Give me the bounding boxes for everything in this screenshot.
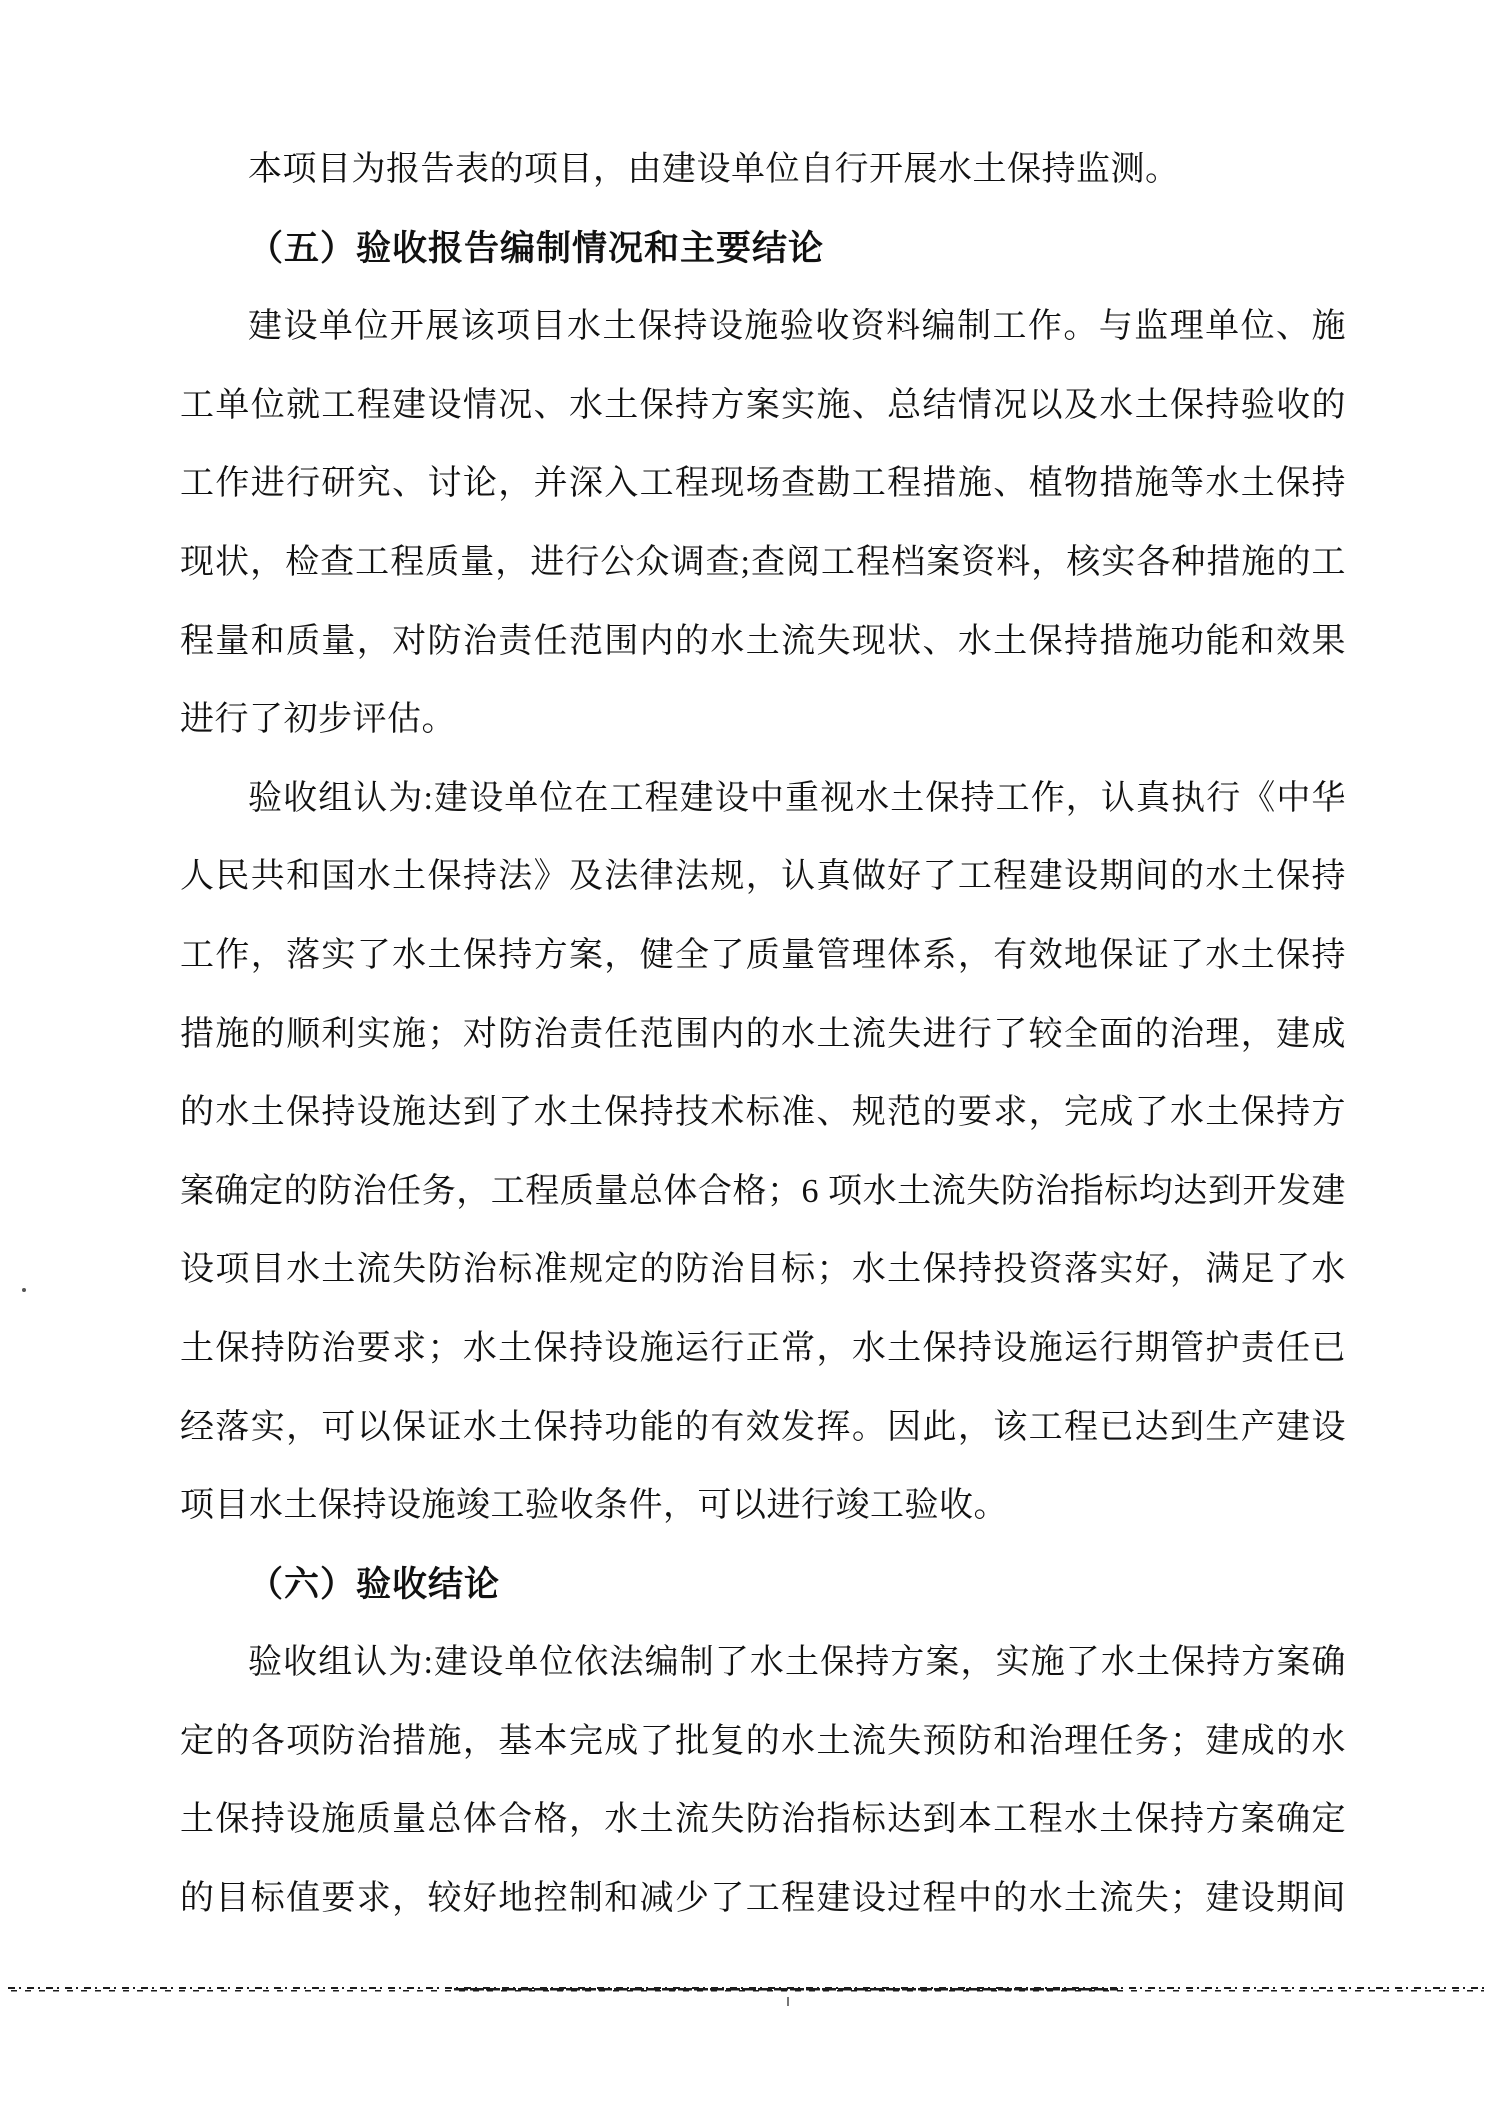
body-text-line: 措施的顺利实施；对防治责任范围内的水土流失进行了较全面的治理，建成 xyxy=(180,1015,1346,1053)
body-text-line: 程量和质量，对防治责任范围内的水土流失现状、水土保持措施功能和效果 xyxy=(180,622,1346,660)
body-text-line: 验收组认为:建设单位依法编制了水土保持方案，实施了水土保持方案确 xyxy=(248,1644,1346,1682)
body-text-line: 土保持设施质量总体合格，水土流失防治指标达到本工程水土保持方案确定 xyxy=(180,1801,1346,1839)
body-text-line: 的目标值要求，较好地控制和减少了工程建设过程中的水土流失；建设期间 xyxy=(180,1880,1346,1918)
document-content xyxy=(180,131,1346,1939)
scan-noise-dot xyxy=(22,1288,26,1292)
section-heading: （六）验收结论 xyxy=(248,1564,501,1604)
body-text-line: 现状，检查工程质量，进行公众调查;查阅工程档案资料，核实各种措施的工 xyxy=(180,543,1346,581)
bottom-scan-separator-line xyxy=(8,1987,1484,1992)
body-text-line: 定的各项防治措施，基本完成了批复的水土流失预防和治理任务；建成的水 xyxy=(180,1722,1346,1760)
body-text-line: 案确定的防治任务，工程质量总体合格；6 项水土流失防治指标均达到开发建 xyxy=(180,1172,1346,1210)
body-text-line: 工作，落实了水土保持方案，健全了质量管理体系，有效地保证了水土保持 xyxy=(180,936,1346,974)
body-text-line: 人民共和国水土保持法》及法律法规，认真做好了工程建设期间的水土保持 xyxy=(180,858,1346,896)
section-heading: （五）验收报告编制情况和主要结论 xyxy=(248,228,825,268)
scan-noise-dot xyxy=(787,1997,789,2006)
body-text-line: 验收组认为:建设单位在工程建设中重视水土保持工作，认真执行《中华 xyxy=(248,779,1346,817)
body-text-line: 项目水土保持设施竣工验收条件，可以进行竣工验收。 xyxy=(180,1487,1008,1525)
body-text-line: 土保持防治要求；水土保持设施运行正常，水土保持设施运行期管护责任已 xyxy=(180,1329,1346,1367)
body-text-line: 设项目水土流失防治标准规定的防治目标；水土保持投资落实好，满足了水 xyxy=(180,1251,1346,1289)
body-text-line: 建设单位开展该项目水土保持设施验收资料编制工作。与监理单位、施 xyxy=(248,308,1346,346)
body-text-line: 进行了初步评估。 xyxy=(180,701,456,739)
body-text-line: 的水土保持设施达到了水土保持技术标准、规范的要求，完成了水土保持方 xyxy=(180,1094,1346,1132)
body-text-line: 本项目为报告表的项目，由建设单位自行开展水土保持监测。 xyxy=(248,151,1180,188)
body-text-line: 工作进行研究、讨论，并深入工程现场查勘工程措施、植物措施等水土保持 xyxy=(180,465,1346,503)
body-text-line: 经落实，可以保证水土保持功能的有效发挥。因此，该工程已达到生产建设 xyxy=(180,1408,1346,1446)
body-text-line: 工单位就工程建设情况、水土保持方案实施、总结情况以及水土保持验收的 xyxy=(180,386,1346,424)
